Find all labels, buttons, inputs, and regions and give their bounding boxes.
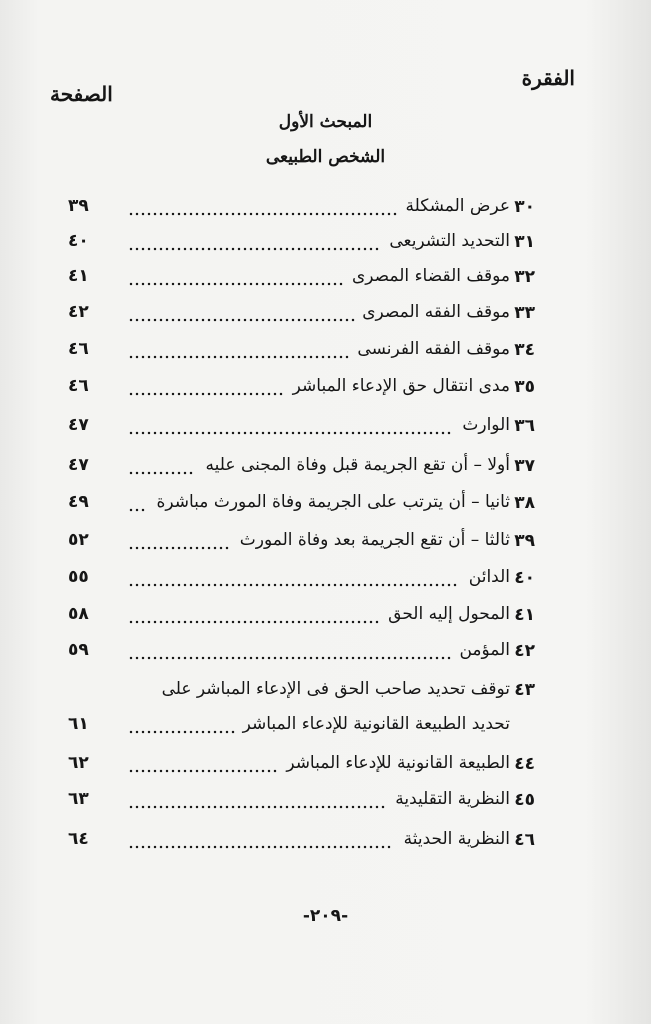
entry-title: ثالثا – أن تقع الجريمة بعد وفاة المورث	[239, 530, 510, 550]
toc-entry-continuation	[0, 711, 651, 741]
dot-leader	[128, 318, 356, 322]
toc-entry	[0, 527, 651, 557]
toc-entry	[0, 373, 651, 403]
entry-number: ٤٢	[514, 641, 535, 661]
entry-page: ٥٩	[68, 640, 89, 660]
entry-number: ٣٨	[514, 493, 535, 513]
entry-number: ٣١	[514, 232, 535, 252]
dot-leader	[128, 282, 344, 286]
entry-page: ٤١	[68, 266, 89, 286]
dot-leader	[128, 769, 278, 773]
entry-page: ٥٢	[68, 530, 89, 550]
entry-title: التحديد التشريعى	[389, 231, 510, 251]
entry-number: ٤١	[514, 605, 535, 625]
entry-number: ٣٩	[514, 531, 535, 551]
entry-title-line2: تحديد الطبيعة القانونية للإدعاء المباشر	[242, 714, 510, 734]
toc-entry	[0, 412, 651, 442]
toc-entry	[0, 564, 651, 594]
toc-entry	[0, 637, 651, 667]
section-subtitle: الشخص الطبيعى	[265, 147, 386, 167]
toc-entry	[0, 489, 651, 519]
entry-number: ٣٥	[514, 377, 535, 397]
entry-title: المؤمن	[459, 640, 510, 660]
entry-title: موقف الفقه الفرنسى	[357, 339, 510, 359]
dot-leader	[128, 656, 452, 660]
entry-number: ٣٤	[514, 340, 535, 360]
entry-page: ٦٢	[68, 753, 89, 773]
toc-entry	[0, 601, 651, 631]
entry-page: ٤٧	[68, 415, 89, 435]
toc-entry	[0, 826, 651, 856]
toc-entry	[0, 750, 651, 780]
dot-leader	[128, 620, 380, 624]
toc-entry	[0, 299, 651, 329]
entry-page: ٤٦	[68, 339, 89, 359]
entry-number: ٤٥	[514, 790, 535, 810]
entry-number: ٤٦	[514, 830, 535, 850]
dot-leader	[128, 471, 194, 475]
dot-leader	[128, 212, 398, 216]
entry-title: النظرية الحديثة	[403, 829, 510, 849]
entry-number: ٣٦	[514, 416, 535, 436]
dot-leader	[128, 805, 386, 809]
page-number: -٢٠٩-	[302, 906, 349, 926]
entry-page: ٤٦	[68, 376, 89, 396]
entry-page: ٣٩	[68, 196, 89, 216]
entry-title: الطبيعة القانونية للإدعاء المباشر	[286, 753, 510, 773]
dot-leader	[128, 392, 284, 396]
entry-number: ٤٠	[514, 568, 535, 588]
entry-title: موقف القضاء المصرى	[352, 266, 510, 286]
entry-title: عرض المشكلة	[405, 196, 510, 216]
toc-entry	[0, 228, 651, 258]
entry-page: ٦١	[68, 714, 89, 734]
dot-leader	[128, 508, 146, 512]
entry-page: ٦٣	[68, 789, 89, 809]
dot-leader	[128, 730, 236, 734]
dot-leader	[128, 247, 380, 251]
paragraph-column-header: الفقرة	[521, 66, 575, 90]
entry-title: الوارث	[462, 415, 510, 435]
entry-number: ٣٢	[514, 267, 535, 287]
dot-leader	[128, 355, 350, 359]
dot-leader	[128, 583, 458, 587]
entry-page: ٤٧	[68, 455, 89, 475]
entry-page: ٤٠	[68, 231, 89, 251]
entry-title: النظرية التقليدية	[395, 789, 510, 809]
entry-title: ثانيا – أن يترتب على الجريمة وفاة المورث مباشرة	[156, 492, 510, 512]
entry-page: ٥٨	[68, 604, 89, 624]
section-title: المبحث الأول	[278, 112, 373, 132]
entry-number: ٣٣	[514, 303, 535, 323]
entry-number: ٤٣	[514, 680, 535, 700]
page-column-header: الصفحة	[50, 82, 113, 106]
entry-title: المحول إليه الحق	[388, 604, 510, 624]
dot-leader	[128, 546, 230, 550]
entry-page: ٤٩	[68, 492, 89, 512]
toc-entry	[0, 786, 651, 816]
toc-entry	[0, 676, 651, 706]
toc-entry	[0, 263, 651, 293]
entry-title: موقف الفقه المصرى	[362, 302, 510, 322]
entry-number: ٤٤	[514, 754, 535, 774]
entry-title: الدائن	[468, 567, 510, 587]
entry-page: ٤٢	[68, 302, 89, 322]
dot-leader	[128, 845, 392, 849]
toc-entry	[0, 336, 651, 366]
dot-leader	[128, 431, 452, 435]
toc-entry	[0, 452, 651, 482]
entry-page: ٥٥	[68, 567, 89, 587]
entry-number: ٣٧	[514, 456, 535, 476]
entry-title: توقف تحديد صاحب الحق فى الإدعاء المباشر على	[161, 679, 510, 699]
toc-entry	[0, 193, 651, 223]
entry-page: ٦٤	[68, 829, 89, 849]
entry-number: ٣٠	[514, 197, 535, 217]
entry-title: أولا – أن تقع الجريمة قبل وفاة المجنى عليه	[205, 455, 510, 475]
entry-title: مدى انتقال حق الإدعاء المباشر	[292, 376, 510, 396]
